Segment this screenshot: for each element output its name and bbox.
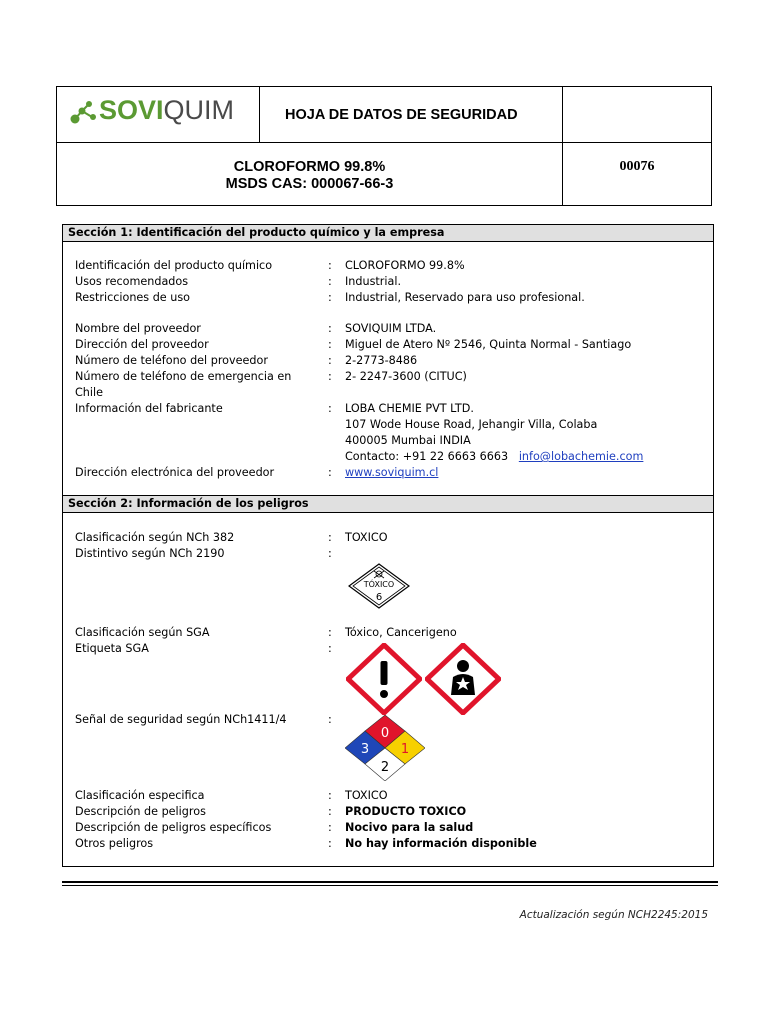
document-code: 00076 — [619, 159, 655, 174]
msds-cas: MSDS CAS: 000067-66-3 — [225, 176, 394, 192]
toxic-placard — [348, 563, 410, 609]
section1-title: Sección 1: Identificación del producto químico y la empresa — [63, 225, 713, 242]
row-manufacturer: Información del fabricante : LOBA CHEMIE PVT LTD. 107 Wode House Road, Jehangir Villa, Colaba 400005 Mumbai INDIA Contacto: +91 22 6663 6663 info@lobachemie.com — [75, 402, 644, 463]
nfpa-diamond — [345, 715, 425, 781]
footer-rule-thin — [62, 885, 718, 886]
logo-wordmark: SOVIQUIM — [99, 95, 235, 125]
molecule-dots-icon — [69, 95, 99, 129]
footer-update-note: Actualización según NCH2245:2015 — [519, 909, 708, 921]
manufacturer-email-link[interactable]: info@lobachemie.com — [518, 450, 644, 463]
document-title: HOJA DE DATOS DE SEGURIDAD — [260, 87, 563, 143]
health-hazard-icon — [425, 643, 501, 715]
nfpa-flammability: 0 — [380, 726, 390, 741]
nfpa-health: 3 — [360, 742, 370, 757]
sections-box: Sección 1: Identificación del producto químico y la empresa Identificación del producto químico : CLOROFORMO 99.8% Usos recomendados : Industrial. Restricciones de uso : Industrial, Reservado para uso profesional. Nombre del proveedor : SOVIQUIM LTDA. Dirección del proveedor : Miguel de Atero Nº 2546, Quinta Normal - Santiago Número de teléfono del proveedor : 2-2773-8486 Número de teléfono de emergencia en Chile : 2- 2247-3600 (CITUC) Información del fabricante : LOBA CHEMIE PVT LTD. 107 Wode House Road, Jehangir Villa, Colaba 400005 Mumbai INDIA Contacto: +91 22 6663 6663 info@lobachemie.com Dirección electrónica del proveedor : www.soviquim.cl Sección 2: Información de los peligros Clasificación según NCh 382 : TOXICO Distintivo según NCh 2190 : TÓXICO 6 Clasificación según SGA : Tóxico, Cancerigeno Etiqueta SGA : Señal de seguridad según NCh1411/4 : 0 3 1 2 Clasificación especifica : TOXICO Descripción de peligros : PRODUCTO TOXICO Descripción de peligros específicos : Nocivo para la salud Otros peligros : No hay información disponible — [62, 224, 714, 867]
nfpa-reactivity: 1 — [400, 742, 410, 757]
placard-class: 6 — [375, 592, 383, 603]
footer-rule-thick — [62, 881, 718, 883]
product-cell — [57, 143, 563, 205]
exclamation-mark-icon — [346, 643, 422, 715]
logo-cell — [57, 87, 260, 143]
nfpa-special: 2 — [380, 760, 390, 775]
product-name: CLOROFORMO 99.8% — [233, 159, 386, 175]
soviquim-logo — [69, 93, 249, 133]
document-header-table — [56, 86, 712, 206]
blank-cell — [563, 87, 711, 143]
placard-text: TÓXICO — [363, 580, 395, 589]
section2-title: Sección 2: Información de los peligros — [63, 495, 713, 513]
supplier-website-link[interactable]: www.soviquim.cl — [345, 466, 439, 479]
